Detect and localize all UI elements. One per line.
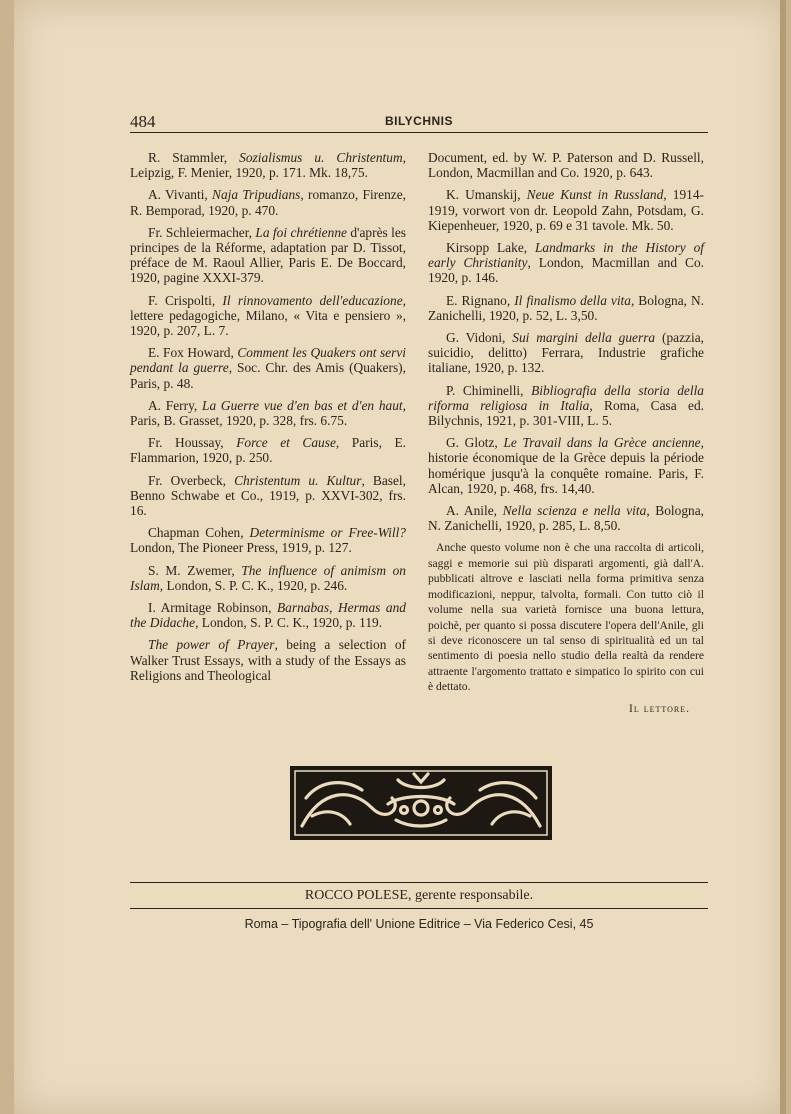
- entry-author: K. Umanskij,: [446, 187, 527, 203]
- entry-author: R. Stammler,: [148, 150, 240, 165]
- page-number: 484: [130, 112, 156, 131]
- entry-details: , Leipzig, F. Menier, 1920, p. 171. Mk. 18,75.: [130, 150, 406, 181]
- entry-title: Sui margini della guerra: [512, 330, 656, 346]
- entry-title: Il finalismo della vita: [514, 292, 631, 308]
- entry-author: Kirsopp Lake,: [446, 240, 535, 256]
- bibliography-entry: [130, 398, 406, 428]
- bibliography-entry: [428, 240, 704, 286]
- bibliography-entry: [130, 187, 406, 217]
- entry-author: A. Anile,: [446, 503, 503, 519]
- entry-title: Naja Tripudians: [212, 187, 301, 203]
- page-edge: [780, 0, 786, 1114]
- entry-author: S. M. Zwemer,: [148, 562, 242, 578]
- entry-title: Sozialismus u. Christentum: [239, 150, 403, 165]
- page-header: [130, 112, 708, 134]
- review-signoff: Il lettore.: [629, 701, 690, 715]
- bibliography-entry: [130, 637, 406, 683]
- footer-rule-bottom: [130, 908, 708, 909]
- entry-details: , Bologna, N. Zanichelli, 1920, p. 52, L. 3,50.: [428, 292, 704, 323]
- bibliography-entry: [130, 600, 406, 630]
- entry-details: , lettere pedagogiche, Milano, « Vita e pensiero », 1920, p. 207, L. 7.: [130, 292, 406, 339]
- entry-details: , Paris, E. Flammarion, 1920, p. 250.: [130, 435, 406, 466]
- printer-imprint: Roma – Tipografia dell' Unione Editrice – Via Federico Cesi, 45: [244, 917, 594, 931]
- entry-details: , romanzo, Firenze, R. Bemporad, 1920, p. 470.: [130, 187, 406, 218]
- entry-title: Comment les Quakers ont servi pendant la guerre: [130, 345, 407, 376]
- bibliography-entry: [428, 435, 704, 496]
- bibliography-entry: [130, 563, 406, 593]
- entry-author: E. Fox Howard,: [148, 345, 238, 361]
- bibliography-entry: [428, 150, 704, 180]
- entry-author: Fr. Schleiermacher,: [148, 224, 256, 240]
- entry-title: The influence of animism on Islam: [130, 562, 406, 593]
- entry-title: Le Travail dans la Grèce ancienne: [503, 435, 701, 451]
- entry-details: , London, S. P. C. K., 1920, p. 246.: [159, 577, 348, 593]
- bibliography-entry: [428, 293, 704, 323]
- entry-title: The power of Prayer: [148, 637, 275, 653]
- entry-title: Neue Kunst in Russland,: [526, 187, 667, 203]
- entry-details: , historie économique de la Grèce depuis la période homérique jusqu'à la conquête romaine. Paris, F. Alcan, 1920, p. 468, frs. 14,40.: [428, 435, 704, 496]
- bibliography-entry: [428, 383, 704, 429]
- entry-author: Document, ed. by W. P. Paterson and D. Russell, London, Macmillan and Co. 1920, p. 643.: [428, 150, 704, 181]
- left-column: [130, 150, 406, 690]
- right-column: [428, 150, 704, 716]
- entry-details: , Basel, Benno Schwabe et Co., 1919, p. XXVI-302, frs. 16.: [130, 472, 406, 519]
- header-rule: [130, 132, 708, 133]
- entry-title: Landmarks in the History of early Christianity: [428, 240, 704, 271]
- entry-title: Determinisme or Free-Will?: [249, 525, 406, 541]
- entry-details: , being a selection of Walker Trust Essays, with a study of the Essays as Religions and Theological: [130, 637, 406, 683]
- bibliography-entry: [130, 473, 406, 519]
- footer-rule-top: [130, 882, 708, 883]
- entry-title: Il rinnovamento dell'educazione: [222, 292, 403, 308]
- bibliography-entry: [130, 225, 406, 286]
- bibliography-entry: [130, 525, 406, 555]
- bibliography-entry: [130, 293, 406, 339]
- entry-title: Force et Cause: [236, 435, 336, 451]
- entry-author: Fr. Houssay,: [148, 435, 237, 451]
- bibliography-entry: [130, 150, 406, 180]
- entry-author: F. Crispolti,: [148, 292, 223, 308]
- running-head: BILYCHNIS: [384, 114, 454, 128]
- entry-author: I. Armitage Robinson,: [148, 600, 277, 616]
- entry-author: G. Vidoni,: [446, 330, 513, 346]
- entry-author: Chapman Cohen,: [148, 525, 250, 541]
- entry-author: A. Vivanti,: [148, 187, 213, 203]
- entry-details: , London, Macmillan and Co. 1920, p. 146.: [428, 255, 704, 286]
- entry-title: Bibliografia della storia della riforma religiosa in Italia: [428, 382, 704, 413]
- entry-author: G. Glotz,: [446, 435, 504, 451]
- bibliography-entry: [428, 187, 704, 233]
- entry-details: (pazzia, suicidio, delitto) Ferrara, Industrie grafiche italiane, 1920, p. 132.: [428, 330, 704, 376]
- entry-author: Fr. Overbeck,: [148, 472, 235, 488]
- entry-title: La Guerre vue d'en bas et d'en haut: [202, 397, 403, 413]
- entry-details: , Paris, B. Grasset, 1920, p. 328, frs. 6.75.: [130, 397, 406, 429]
- entry-author: P. Chiminelli,: [446, 382, 532, 398]
- entry-details: 1914-1919, vorwort von dr. Leopold Zahn, Potsdam, G. Kiepenheuer, 1920, p. 69 e 31 tavole. Mk. 50.: [428, 187, 704, 233]
- entry-author: E. Rignano,: [446, 292, 515, 308]
- entry-title: Christentum u. Kultur: [234, 472, 362, 488]
- bibliography-entry: [428, 330, 704, 376]
- entry-title: La foi chrétienne: [255, 224, 347, 240]
- entry-title: Nella scienza e nella vita: [502, 503, 647, 519]
- entry-details: d'après les principes de la Réforme, adaptation par D. Tissot, préface de M. Raoul Allier, Paris E. De Boccard, 1920, pagine XXXI-379.: [130, 224, 406, 286]
- decorative-ornament-icon: [290, 766, 552, 840]
- entry-details: London, The Pioneer Press, 1919, p. 127.: [130, 540, 352, 556]
- bibliography-entry: [130, 345, 406, 391]
- entry-details: , London, S. P. C. K., 1920, p. 119.: [195, 615, 383, 631]
- entry-details: , Roma, Casa ed. Bilychnis, 1921, p. 301-VIII, L. 5.: [428, 397, 704, 429]
- entry-author: A. Ferry,: [148, 397, 203, 413]
- review-note: Anche questo volume non è che una raccolta di articoli, saggi e memorie sui più disparati argomenti, già dall'A. pubblicati altrove e lasciati nella forma primitiva senza modificazioni, neppur, talvolta, formali. Con tutto ciò il volume nella sua varietà fornisce una buona lettura, poichè, per quanto si possa discutere l'opera dell'Anile, gli si deve riconoscere un tal senso di spiritualità ed un tal sentimento di poesia nello studio della realtà da rendere attraente l'argomento trattato e simpatico lo spirito con cui è dettato.: [428, 541, 704, 694]
- entry-details: , Bologna, N. Zanichelli, 1920, p. 285, L. 8,50.: [428, 503, 704, 534]
- entry-details: , Soc. Chr. des Amis (Quakers), Paris, p. 48.: [130, 360, 406, 391]
- bibliography-entry: [428, 503, 704, 533]
- responsible-editor: ROCCO POLESE, gerente responsabile.: [304, 888, 534, 903]
- entry-title: Barnabas, Hermas and the Didache: [130, 600, 406, 631]
- bibliography-entry: [130, 435, 406, 465]
